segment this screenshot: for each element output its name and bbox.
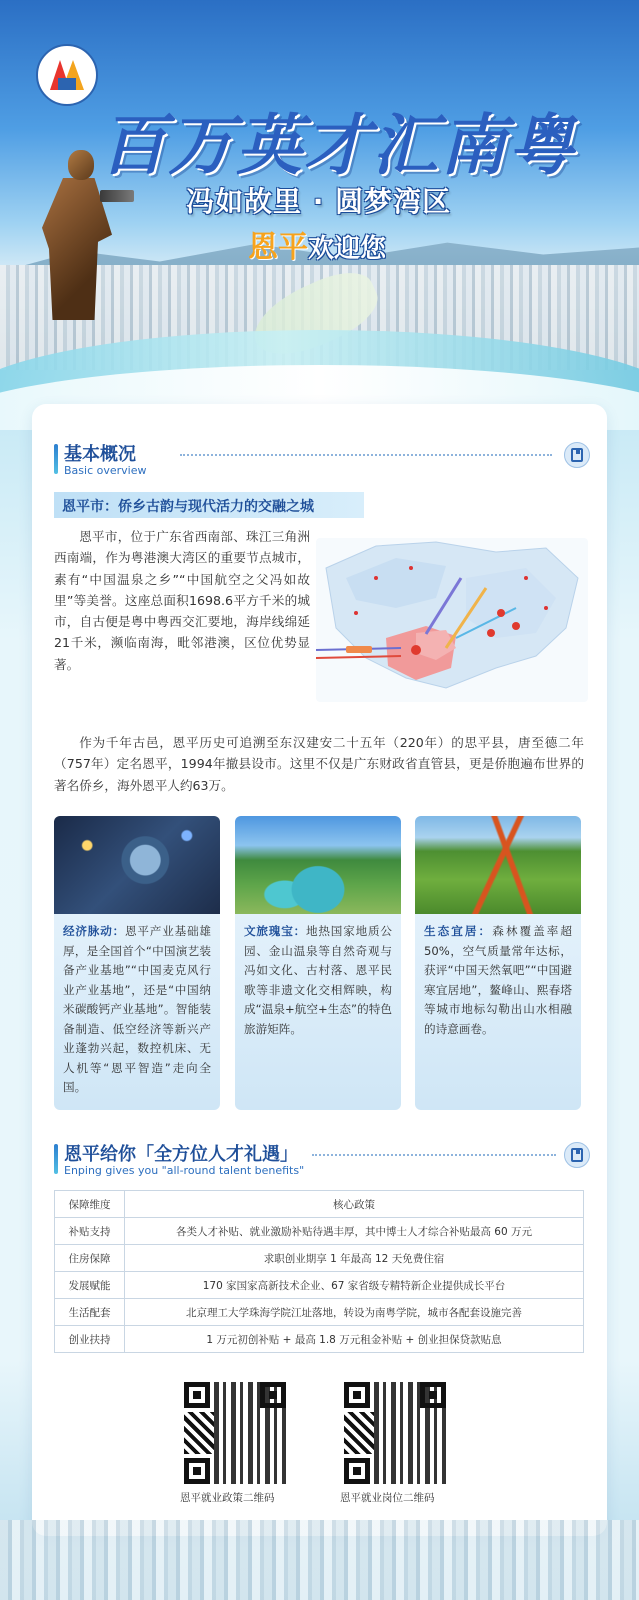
map-graphic xyxy=(316,538,588,702)
ecology-photo-mountain xyxy=(415,816,581,914)
feature-text: 地热国家地质公园、金山温泉等自然奇观与冯如文化、古村落、恩平民歌等非遗文化交相辉映，构成“温泉+航空+生态”的特色旅游矩阵。 xyxy=(244,924,392,1036)
qr-label-policy: 恩平就业政策二维码 xyxy=(180,1492,275,1504)
feature-label: 生态宜居： xyxy=(424,924,493,938)
section-accent-bar xyxy=(54,444,58,474)
qr-code-job-positions[interactable] xyxy=(344,1382,446,1484)
table-row xyxy=(55,1299,584,1326)
welcome-city: 恩平 xyxy=(248,230,308,265)
benefits-title-en: Enping gives you "all-round talent benefits" xyxy=(64,1164,305,1177)
section-dotted-line xyxy=(312,1154,556,1156)
economy-photo-microphone xyxy=(54,816,220,914)
feature-label: 经济脉动： xyxy=(63,924,125,938)
tourism-photo-hot-spring xyxy=(235,816,401,914)
table-cell-policy: 北京理工大学珠海学院江址落地，转设为南粤学院，城市各配套设施完善 xyxy=(125,1299,584,1326)
logo-mark-icon xyxy=(50,60,84,90)
overview-paragraph-1: 恩平市，位于广东省西南部、珠江三角洲西南端，作为粤港澳大湾区的重要节点城市，素有“中国温泉之乡”“中国航空之父冯如故里”等美誉。这座总面积1698.6平方千米的城市，自古便是粤中粤西交汇要地，海岸线绵延21千米，濒临南海，毗邻港澳，区位优势显著。 xyxy=(54,529,310,672)
qr-code-employment-policy[interactable] xyxy=(184,1382,286,1484)
book-icon xyxy=(564,1142,590,1168)
table-header-cell: 保障维度 xyxy=(55,1191,125,1218)
overview-paragraph-2: 作为千年古邑，恩平历史可追溯至东汉建安二十五年（220年）的思平县，唐至德二年（757年）定名恩平，1994年撤县设市。这里不仅是广东财政省直管县，更是侨胞遍布世界的著名侨乡，海外恩平人约63万。 xyxy=(54,735,584,793)
location-map-image xyxy=(316,538,588,702)
hero-title: 百万英才汇南粤 xyxy=(100,106,576,184)
overview-banner-text: 恩平市：侨乡古韵与现代活力的交融之城 xyxy=(62,499,314,515)
table-row xyxy=(55,1326,584,1353)
hero-subtitle: 冯如故里 · 圆梦湾区 xyxy=(186,185,452,218)
hero-banner xyxy=(0,0,639,430)
hero-welcome xyxy=(248,222,386,266)
overview-section-header xyxy=(54,440,594,480)
qr-label-positions: 恩平就业岗位二维码 xyxy=(340,1492,435,1504)
section-accent-bar xyxy=(54,1144,58,1174)
content-card xyxy=(32,404,607,1536)
org-logo xyxy=(36,44,98,106)
benefits-section-header xyxy=(54,1140,594,1180)
feature-label: 文旅瑰宝： xyxy=(244,924,306,938)
book-icon xyxy=(564,442,590,468)
overview-title-en: Basic overview xyxy=(64,464,147,477)
table-cell-policy: 各类人才补贴、就业激励补贴待遇丰厚，其中博士人才综合补贴最高 60 万元 xyxy=(125,1218,584,1245)
table-header-cell: 核心政策 xyxy=(125,1191,584,1218)
footer-cityscape xyxy=(0,1520,639,1600)
table-row xyxy=(55,1272,584,1299)
overview-title: 基本概况 xyxy=(64,444,136,465)
table-cell-dimension: 住房保障 xyxy=(55,1245,125,1272)
feature-text: 恩平产业基础雄厚，是全国首个“中国演艺装备产业基地”“中国麦克风行业产业基地”，还是“中国纳米碳酸钙产业基地”。智能装备制造、低空经济等新兴产业蓬勃兴起，数控机床、无人机等“恩平智造”走向全国。 xyxy=(63,924,211,1094)
feature-box-tourism xyxy=(235,914,401,1110)
section-dotted-line xyxy=(180,454,552,456)
feature-text: 森林覆盖率超50%，空气质量常年达标，获评“中国天然氧吧”“中国避寒宜居地”，鳌峰山、熙春塔等城市地标勾勒出山水相融的诗意画卷。 xyxy=(424,924,572,1036)
overview-banner xyxy=(54,492,364,518)
table-cell-dimension: 创业扶持 xyxy=(55,1326,125,1353)
welcome-text: 欢迎您 xyxy=(308,234,387,264)
feature-box-economy xyxy=(54,914,220,1110)
table-cell-policy: 170 家国家高新技术企业、67 家省级专精特新企业提供成长平台 xyxy=(125,1272,584,1299)
table-header-row xyxy=(55,1191,584,1218)
table-cell-policy: 1 万元初创补贴 + 最高 1.8 万元租金补贴 + 创业担保贷款贴息 xyxy=(125,1326,584,1353)
table-cell-dimension: 补贴支持 xyxy=(55,1218,125,1245)
table-cell-policy: 求职创业期享 1 年最高 12 天免费住宿 xyxy=(125,1245,584,1272)
table-row xyxy=(55,1218,584,1245)
feature-box-ecology xyxy=(415,914,581,1110)
table-cell-dimension: 发展赋能 xyxy=(55,1272,125,1299)
table-cell-dimension: 生活配套 xyxy=(55,1299,125,1326)
benefits-table xyxy=(54,1190,584,1353)
table-row xyxy=(55,1245,584,1272)
benefits-title: 恩平给你「全方位人才礼遇」 xyxy=(64,1144,298,1165)
